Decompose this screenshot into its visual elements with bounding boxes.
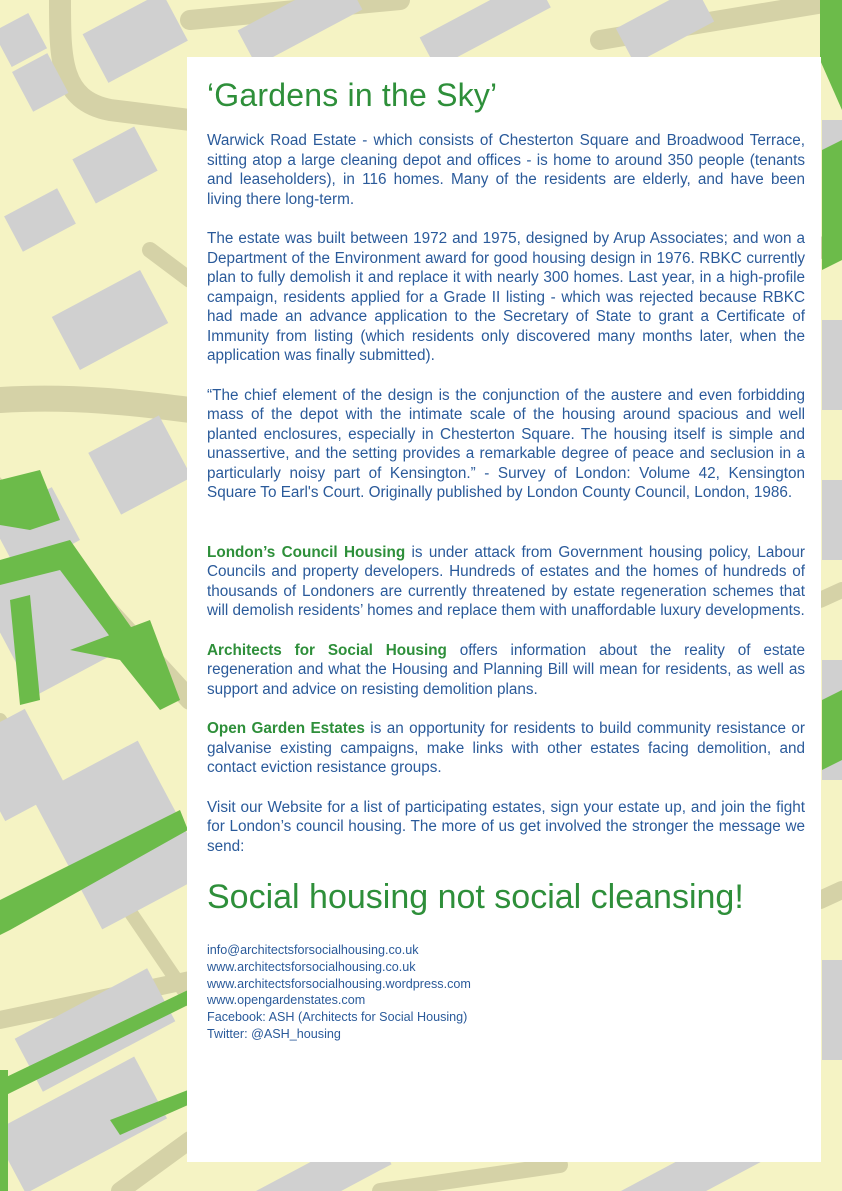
open-garden-link[interactable]: www.opengardenstates.com <box>207 993 366 1008</box>
ash-paragraph <box>207 641 805 700</box>
council-housing-heading: London’s Council Housing <box>207 543 406 561</box>
closing-paragraph: Visit our Website for a list of participating estates, sign your estate up, and join the fight for London’s council housing. The more of us get involved the stronger the message we send: <box>207 798 805 855</box>
open-garden-text: is an opportunity for residents to build community resistance or galvanise existing campaigns, make links with other estates facing demolition, and contact eviction resistance groups. <box>207 720 805 776</box>
email-link[interactable]: info@architectsforsocialhousing.co.uk <box>207 943 419 957</box>
twitter-link[interactable]: Twitter: @ASH_housing <box>207 1026 341 1041</box>
open-garden-heading: Open Garden Estates <box>207 720 365 737</box>
intro-paragraph: Warwick Road Estate - which consists of Chesterton Square and Broadwood Terrace, sitting atop a large cleaning depot and offices - is home to around 350 people (tenants and leaseholders), in 116 homes. Many of the residents are elderly, and have been living there long-term. <box>207 132 805 208</box>
council-housing-text: is under attack from Government housing policy, Labour Councils and property developers. Hundreds of estates and the homes of hundreds of thousands of Londoners are currently threatened by estate regeneration schemes that will demolish residents’ homes and replace them with unaffordable luxury developments. <box>207 543 805 619</box>
ash-text: offers information about the reality of estate regeneration and what the Housing and Planning Bill will mean for residents, as well as support and advice on resisting demolition plans. <box>207 641 805 698</box>
quote-paragraph: “The chief element of the design is the conjunction of the austere and even forbidding mass of the depot with the intimate scale of the housing around spacious and well planted enclosures, especially in Chesterton Square. The housing itself is simple and unassertive, and the setting provides a remarkable degree of peace and seclusion in a particularly noisy part of Kensington.” - Survey of London: Volume 42, Kensington Square To Earl's Court. Originally published by London County Council, London, 1986. <box>207 386 805 501</box>
website-link[interactable]: www.architectsforsocialhousing.co.uk <box>207 959 416 974</box>
council-housing-paragraph <box>207 543 805 621</box>
open-garden-paragraph <box>207 719 805 778</box>
page-title: ‘Gardens in the Sky’ <box>207 77 498 113</box>
content-panel <box>187 57 821 1162</box>
blog-link[interactable]: www.architectsforsocialhousing.wordpress.com <box>207 976 471 991</box>
facebook-link[interactable]: Facebook: ASH (Architects for Social Housing) <box>207 1010 468 1025</box>
contact-list <box>207 942 805 1043</box>
history-paragraph: The estate was built between 1972 and 1975, designed by Arup Associates; and won a Department of the Environment award for good housing design in 1976. RBKC currently plan to fully demolish it and replace it with nearly 300 homes. Last year, in a high-profile campaign, residents applied for a Grade II listing - which was rejected because RBKC had made an advance application to the Secretary of State to grant a Certificate of Immunity from listing (which residents only discovered many months later, when the application was finally submitted). <box>207 230 805 364</box>
slogan: Social housing not social cleansing! <box>207 878 744 916</box>
ash-heading: Architects for Social Housing <box>207 641 447 659</box>
